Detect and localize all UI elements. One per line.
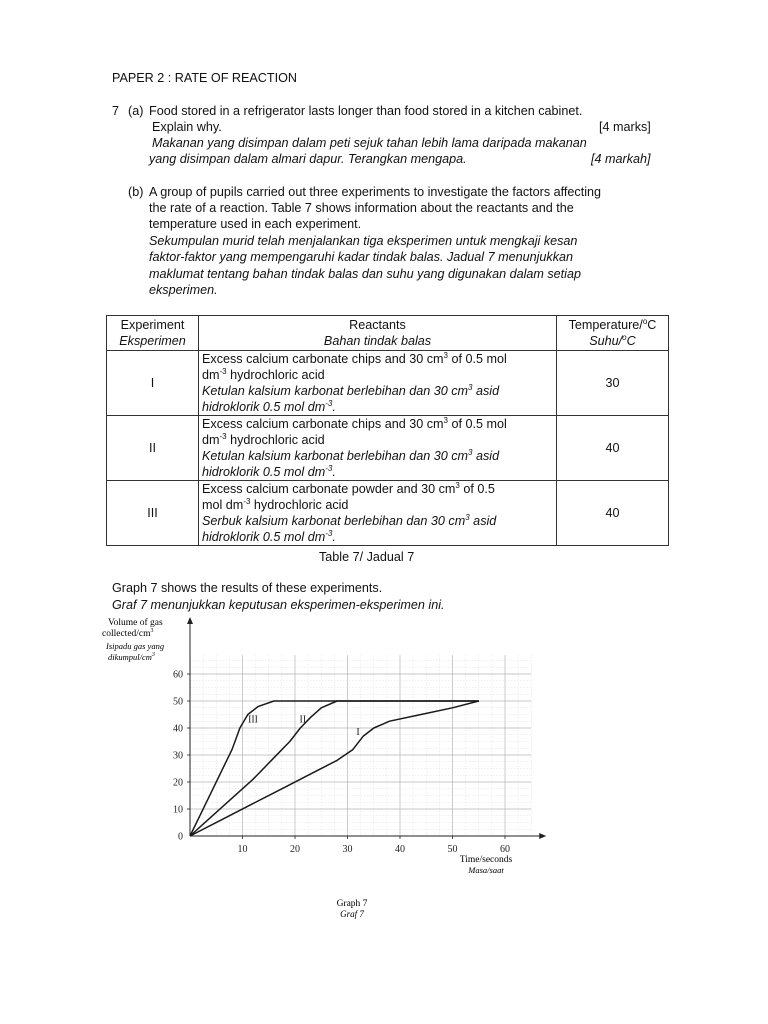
x-tick-label: 30 bbox=[342, 844, 353, 855]
part-b-ms-line-2: faktor-faktor yang mempengaruhi kadar tindak balas. Jadual 7 menunjukkan bbox=[149, 250, 574, 264]
part-a-explain-en: Explain why. bbox=[152, 120, 222, 134]
temperature-cell: 40 bbox=[557, 481, 669, 546]
graph-intro-ms: Graf 7 menunjukkan keputusan eksperimen-eksperimen ini. bbox=[112, 598, 445, 612]
table-row bbox=[107, 351, 669, 416]
curve-label-iii: III bbox=[248, 714, 258, 726]
graph-7 bbox=[100, 612, 560, 930]
experiment-cell: III bbox=[107, 481, 199, 546]
reactants-cell: Excess calcium carbonate chips and 30 $cm^3$ of 0.5 mol $dm^{-3}$ hydrochloric acid Ketulan kalsium karbonat berlebihan dan 30 $cm^3$ asid hidroklorik 0.5 mol $dm^{-3}$. bbox=[199, 351, 557, 416]
x-tick-label: 20 bbox=[290, 844, 300, 855]
part-b-en-line-2: the rate of a reaction. Table 7 shows information about the reactants and the bbox=[149, 201, 574, 215]
xlabel-ms: Masa/saat bbox=[468, 865, 504, 875]
question-number: 7 bbox=[112, 104, 120, 118]
part-a-label: (a) bbox=[128, 104, 144, 118]
x-tick-label: 60 bbox=[500, 844, 510, 855]
ylabel-ms-1: Isipadu gas yang bbox=[106, 641, 165, 651]
y-axis-arrow bbox=[187, 617, 193, 624]
graph-title-ms: Graf 7 bbox=[340, 909, 364, 919]
curve-label-i: I bbox=[356, 726, 360, 738]
y-tick-label: 50 bbox=[173, 696, 183, 708]
table-row bbox=[107, 481, 669, 546]
part-b-label: (b) bbox=[128, 185, 144, 199]
chart-ticks bbox=[173, 670, 510, 856]
part-b-ms-line-3: maklumat tentang bahan tindak balas dan suhu yang digunakan dalam setiap bbox=[149, 267, 581, 281]
x-axis-arrow bbox=[539, 833, 546, 839]
temperature-cell: 40 bbox=[557, 416, 669, 481]
part-a-question-ms-2: yang disimpan dalam almari dapur. Terangkan mengapa. bbox=[149, 152, 467, 166]
temperature-header: Temperature/$^o$C Suhu/$^o$C bbox=[557, 316, 669, 351]
experiment-table bbox=[106, 315, 669, 546]
y-tick-label: 10 bbox=[173, 804, 183, 816]
table-header-row bbox=[107, 316, 669, 351]
ylabel-ms-2: dikumpul/$cm^3$ bbox=[108, 652, 155, 662]
temperature-cell: 30 bbox=[557, 351, 669, 416]
reactants-cell: Excess calcium carbonate powder and 30 $cm^3$ of 0.5 mol $dm^{-3}$ hydrochloric acid Serbuk kalsium karbonat berlebihan dan 30 $cm^3$ asid hidroklorik 0.5 mol $dm^{-3}$. bbox=[199, 481, 557, 546]
ylabel-en-1: Volume of gas bbox=[108, 618, 163, 628]
part-b-ms-line-1: Sekumpulan murid telah menjalankan tiga eksperimen untuk mengkaji kesan bbox=[149, 234, 578, 248]
y-tick-label: 20 bbox=[173, 777, 183, 789]
y-tick-label: 30 bbox=[173, 750, 183, 762]
experiment-cell: II bbox=[107, 416, 199, 481]
y-tick-label: 60 bbox=[173, 669, 183, 681]
x-tick-label: 10 bbox=[237, 844, 248, 855]
part-a-marks-ms: [4 markah] bbox=[591, 152, 651, 166]
part-b-en-line-3: temperature used in each experiment. bbox=[149, 217, 362, 231]
part-a-marks-en: [4 marks] bbox=[599, 120, 651, 134]
y-tick-label: 40 bbox=[173, 723, 183, 735]
reactants-header: Reactants Bahan tindak balas bbox=[199, 316, 557, 351]
graph-caption bbox=[337, 899, 368, 919]
part-a-question-ms-1: Makanan yang disimpan dalam peti sejuk tahan lebih lama daripada makanan bbox=[152, 136, 587, 150]
part-b-ms-line-4: eksperimen. bbox=[149, 283, 218, 297]
reactants-cell: Excess calcium carbonate chips and 30 $cm^3$ of 0.5 mol $dm^{-3}$ hydrochloric acid Ketulan kalsium karbonat berlebihan dan 30 $cm^3$ asid hidroklorik 0.5 mol $dm^{-3}$. bbox=[199, 416, 557, 481]
paper-title: PAPER 2 : RATE OF REACTION bbox=[112, 71, 297, 85]
graph-title: Graph 7 bbox=[336, 899, 368, 909]
part-b-en-line-1: A group of pupils carried out three experiments to investigate the factors affecting bbox=[149, 185, 602, 199]
table-caption: Table 7/ Jadual 7 bbox=[319, 550, 415, 564]
part-a-question-en: Food stored in a refrigerator lasts longer than food stored in a kitchen cabinet. bbox=[149, 104, 583, 118]
x-axis-title bbox=[460, 855, 513, 875]
ylabel-en-2: collected/$cm^3$ bbox=[102, 628, 154, 639]
experiment-header: Experiment Eksperimen bbox=[107, 316, 199, 351]
origin-label: 0 bbox=[178, 831, 183, 843]
x-tick-label: 40 bbox=[395, 844, 405, 855]
y-axis-title bbox=[102, 617, 164, 662]
curve-label-ii: II bbox=[299, 714, 307, 726]
experiment-cell: I bbox=[107, 351, 199, 416]
x-tick-label: 50 bbox=[447, 844, 458, 855]
chart-curve-labels bbox=[248, 715, 360, 738]
xlabel-en: Time/seconds bbox=[459, 855, 513, 865]
graph-intro-en: Graph 7 shows the results of these experiments. bbox=[112, 581, 383, 595]
table-row bbox=[107, 416, 669, 481]
